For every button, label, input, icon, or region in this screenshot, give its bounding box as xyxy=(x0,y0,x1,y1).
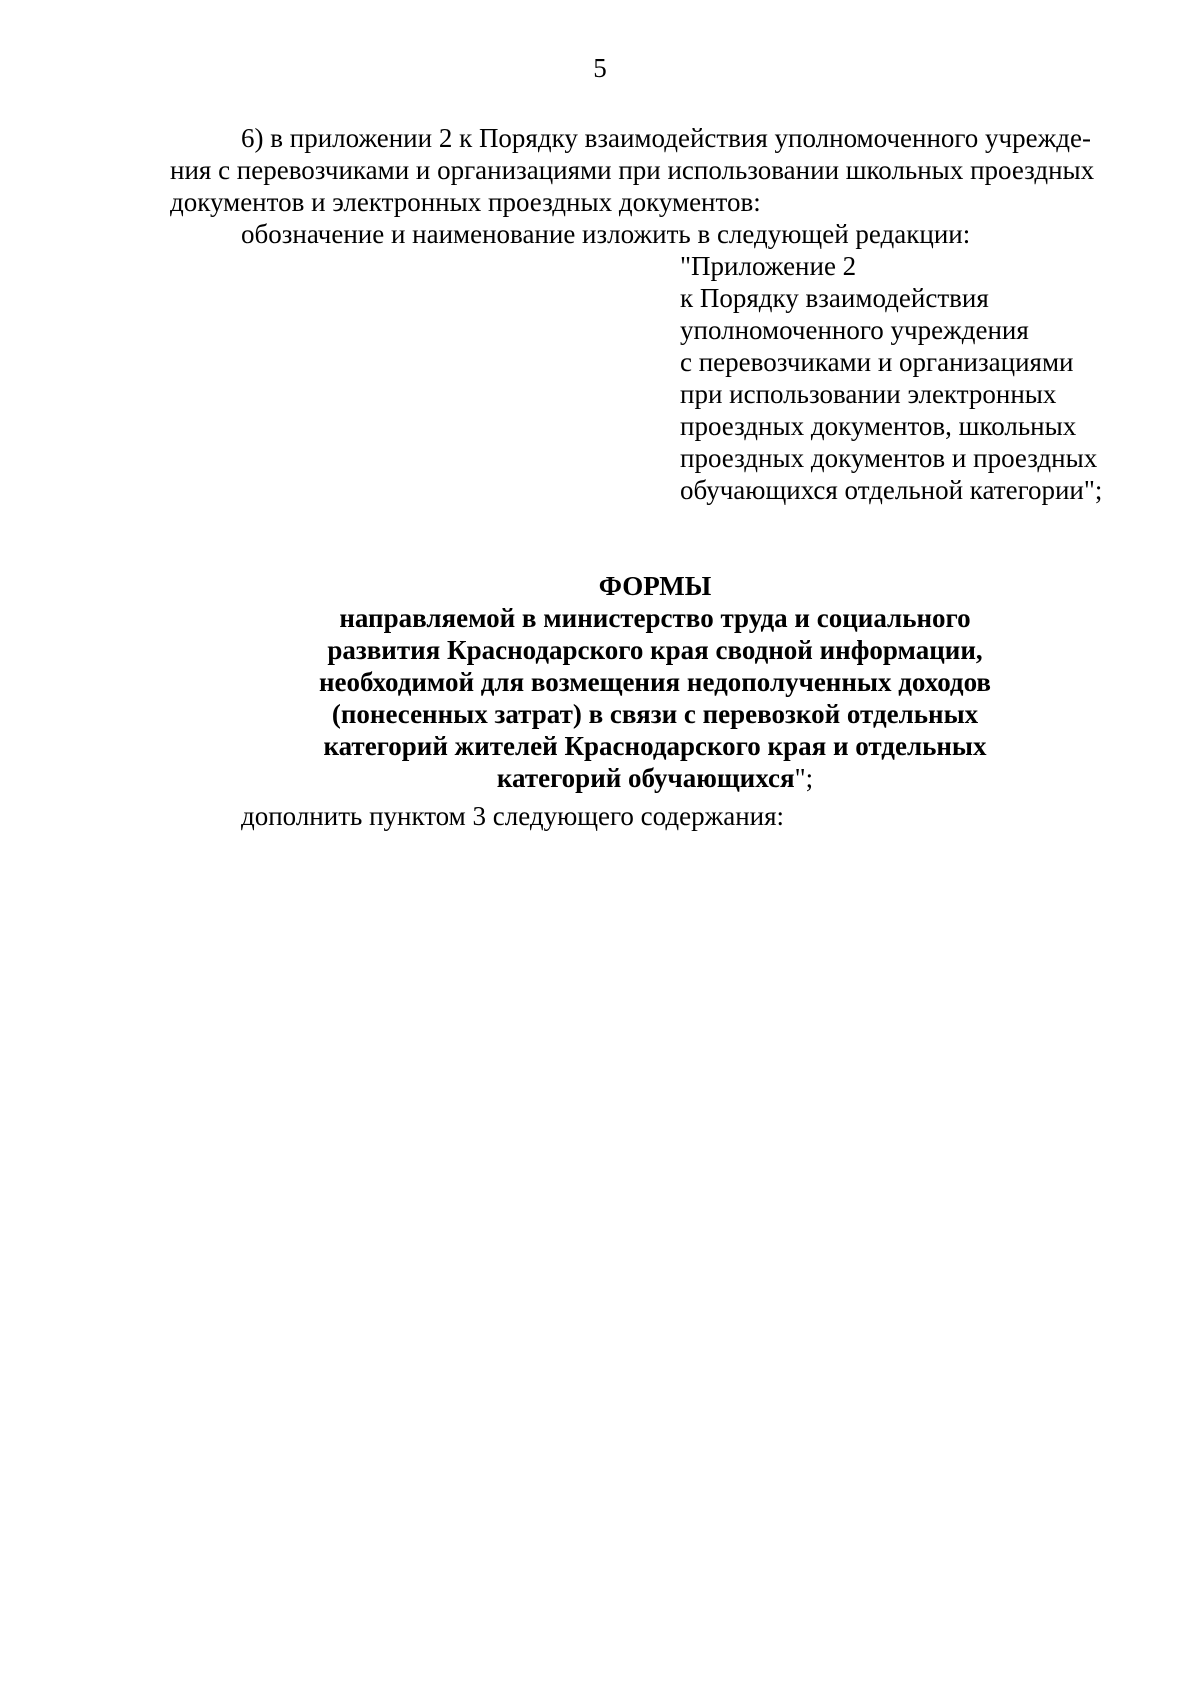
page-number: 5 xyxy=(593,53,607,83)
intro-line: 6) в приложении 2 к Порядку взаимодействия уполномоченного учрежде- xyxy=(241,123,1091,153)
form-subtitle-line: необходимой для возмещения недополученных доходов xyxy=(318,667,991,697)
form-subtitle-last-line xyxy=(0,762,1200,794)
form-subtitle-line: категорий обучающихся xyxy=(496,763,795,793)
instruction-line: обозначение и наименование изложить в следующей редакции: xyxy=(241,219,971,249)
form-subtitle-line: развития Краснодарского края сводной информации, xyxy=(327,635,983,665)
form-heading: ФОРМЫ xyxy=(598,571,712,601)
appendix-line: "Приложение 2 xyxy=(680,251,857,281)
form-subtitle-tail: "; xyxy=(794,763,814,793)
appendix-line: при использовании электронных xyxy=(680,379,1057,409)
instruction-paragraph xyxy=(241,218,1191,250)
form-subtitle-line: категорий жителей Краснодарского края и отдельных xyxy=(323,731,987,761)
form-subtitle xyxy=(0,602,1200,794)
form-subtitle-line: направляемой в министерство труда и социального xyxy=(339,603,971,633)
appendix-line: к Порядку взаимодействия xyxy=(680,283,989,313)
addition-line: дополнить пунктом 3 следующего содержания: xyxy=(241,801,785,831)
form-subtitle-line: (понесенных затрат) в связи с перевозкой отдельных xyxy=(331,699,979,729)
intro-line: документов и электронных проездных документов: xyxy=(170,187,761,217)
intro-line: ния с перевозчиками и организациями при использовании школьных проездных xyxy=(170,155,1095,185)
addition-paragraph xyxy=(241,800,1191,832)
appendix-line: с перевозчиками и организациями xyxy=(680,347,1074,377)
appendix-line: проездных документов и проездных xyxy=(680,443,1098,473)
appendix-caption xyxy=(680,250,1140,506)
appendix-line: уполномоченного учреждения xyxy=(680,315,1029,345)
intro-paragraph xyxy=(170,122,1120,218)
appendix-line: обучающихся отдельной категории"; xyxy=(680,475,1103,505)
appendix-line: проездных документов, школьных xyxy=(680,411,1077,441)
